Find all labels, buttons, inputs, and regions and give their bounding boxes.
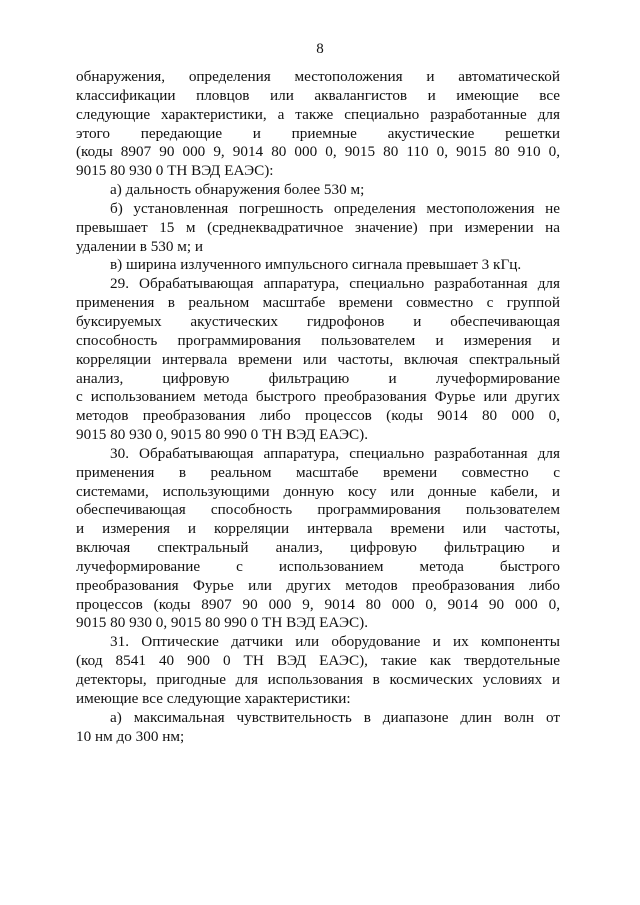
text-line: буксируемых акустических гидрофонов и обеспечивающая: [76, 312, 560, 330]
text-line: обнаружения, определения местоположения и автоматической: [76, 68, 560, 85]
text-line: 31. Оптические датчики или оборудование и их компоненты: [110, 633, 560, 651]
text-line: 30. Обрабатывающая аппаратура, специально разработанная для: [110, 444, 560, 462]
text-line: анализ, цифровую фильтрацию и лучеформирование: [76, 369, 560, 387]
text-line: системами, использующими донную косу или донные кабели, и: [76, 482, 560, 500]
document-body: [76, 68, 560, 746]
text-line: удалении в 530 м; и: [76, 237, 204, 255]
text-line: этого передающие и приемные акустические решетки: [76, 124, 560, 142]
text-line: способность программирования пользователем и измерения и: [76, 331, 560, 349]
text-line: процессов (коды 8907 90 000 9, 9014 80 000 0, 9014 90 000 0,: [76, 595, 560, 613]
text-line: а) дальность обнаружения более 530 м;: [110, 181, 365, 199]
text-line: применения в реальном масштабе времени совместно с: [76, 463, 560, 481]
page-number: 8: [316, 41, 324, 57]
text-line: 9015 80 930 0, 9015 80 990 0 ТН ВЭД ЕАЭС).: [76, 614, 369, 632]
text-line: а) максимальная чувствительность в диапазоне длин волн от: [110, 708, 560, 726]
text-line: (коды 8907 90 000 9, 9014 80 000 0, 9015 80 110 0, 9015 80 910 0,: [76, 143, 560, 161]
text-line: детекторы, пригодные для использования в космических условиях и: [76, 671, 560, 688]
text-line: 29. Обрабатывающая аппаратура, специально разработанная для: [110, 275, 560, 293]
text-line: лучеформирование с использованием метода быстрого: [76, 557, 560, 575]
text-line: обеспечивающая способность программирования пользователем: [76, 501, 560, 519]
text-line: превышает 15 м (среднеквадратичное значение) при измерении на: [76, 218, 560, 236]
text-line: в) ширина излученного импульсного сигнала превышает 3 кГц.: [110, 256, 522, 274]
text-line: 10 нм до 300 нм;: [76, 727, 185, 745]
text-line: с использованием метода быстрого преобразования Фурье или других: [76, 388, 560, 406]
text-line: и измерения и корреляции интервала времени или частоты,: [76, 520, 560, 538]
text-line: 9015 80 930 0, 9015 80 990 0 ТН ВЭД ЕАЭС).: [76, 426, 369, 444]
text-line: (код 8541 40 900 0 ТН ВЭД ЕАЭС), такие как твердотельные: [76, 652, 560, 670]
text-line: преобразования Фурье или других методов преобразования либо: [76, 576, 560, 594]
text-line: корреляции интервала времени или частоты, включая спектральный: [76, 350, 560, 368]
text-line: имеющие все следующие характеристики:: [76, 689, 351, 707]
text-line: классификации пловцов или аквалангистов и имеющие все: [76, 86, 560, 104]
text-line: следующие характеристики, а также специально разработанные для: [76, 105, 560, 123]
text-line: применения в реальном масштабе времени совместно с группой: [76, 294, 560, 312]
text-line: 9015 80 930 0 ТН ВЭД ЕАЭС):: [76, 162, 274, 180]
text-line: включая спектральный анализ, цифровую фильтрацию и: [76, 539, 560, 557]
text-line: б) установленная погрешность определения местоположения не: [110, 199, 560, 217]
text-line: методов преобразования либо процессов (коды 9014 80 000 0,: [76, 407, 560, 425]
